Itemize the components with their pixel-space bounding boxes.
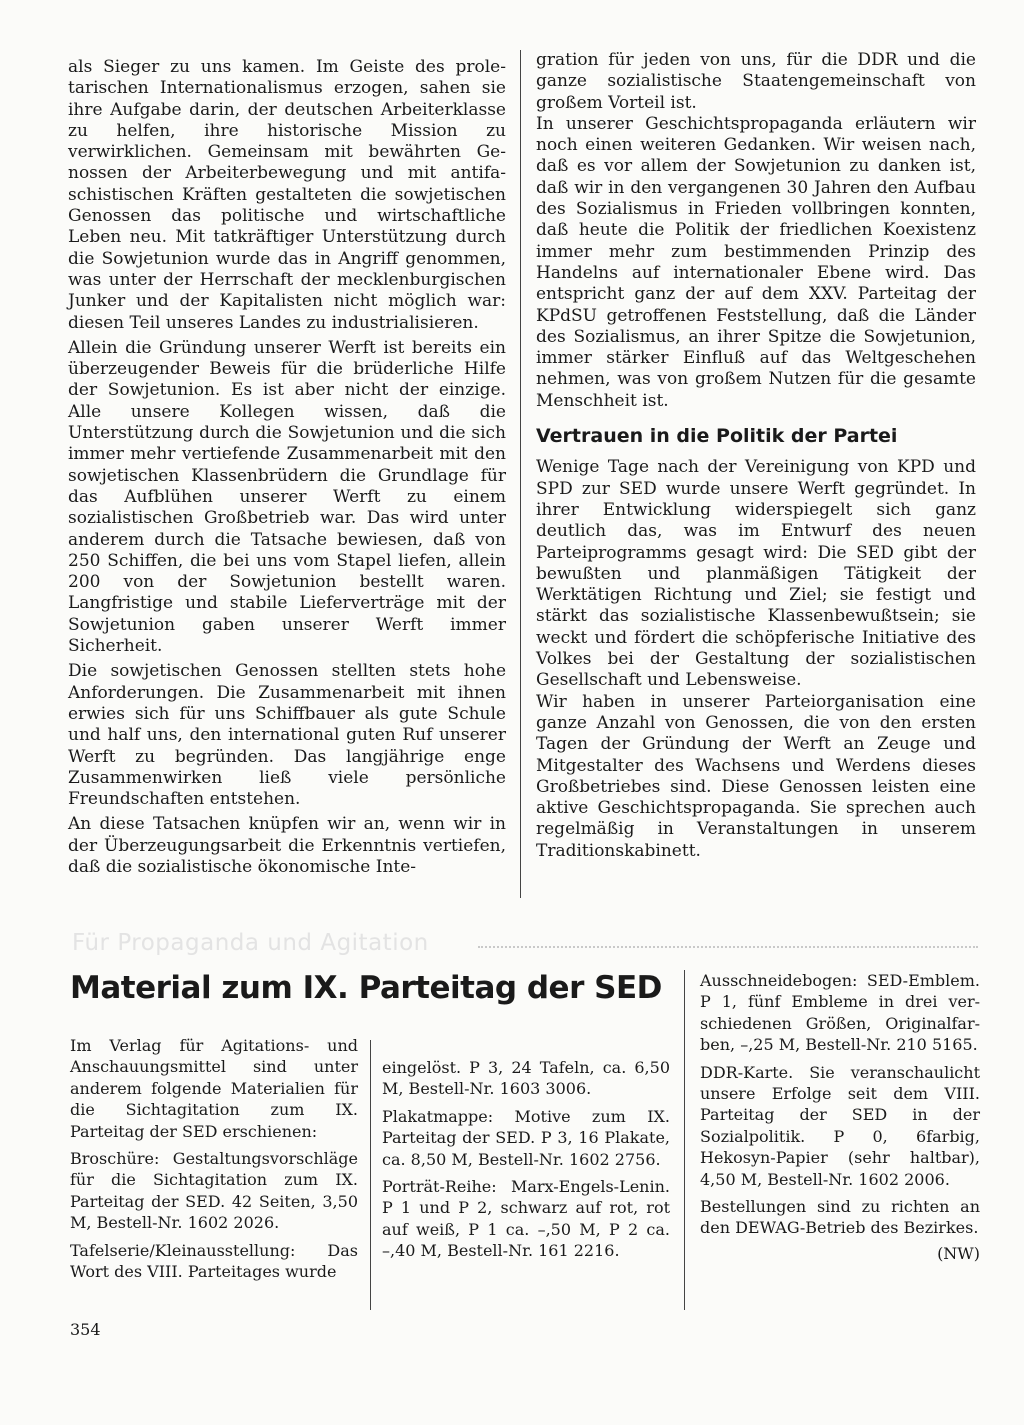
main-heading: Material zum IX. Parteitag der SED — [70, 970, 662, 1006]
article-right-column — [536, 50, 976, 862]
section-dotted-rule — [478, 946, 978, 948]
column-divider — [684, 970, 685, 1310]
paragraph: Bestellungen sind zu richten an den DEWAG-Betrieb des Bezirkes. — [700, 1197, 980, 1238]
paragraph: Ausschneidebogen: SED-Emblem. P 1, fünf Embleme in drei verschiedenen Größen, Originalfarben, –,25 M, Bestell-Nr. 210 5165. — [700, 971, 980, 1055]
paragraph: In unserer Geschichtspropaganda erläutern wir noch einen weiteren Gedanken. Wir weisen nach, daß es vor allem der Sowjetunion zu danken ist, daß wir in den vergangenen 30 Jahren den Aufbau des Sozialismus in Frieden vollbringen konnten, daß heute die Politik der friedlichen Koexistenz immer mehr zum bestimmenden Prinzip des Handelns auf internationaler Ebene wird. Das entspricht ganz der auf dem XXV. Parteitag der KPdSU getroffenen Feststellung, daß die Länder des Sozialismus, an ihrer Spitze die Sowjetunion, immer stärker Einfluß auf das Weltgeschehen nehmen, was von großem Nutzen für die gesamte Menschheit ist. — [536, 113, 976, 411]
column-divider — [520, 50, 521, 898]
paragraph: Tafelserie/Kleinausstellung: Das Wort des VIII. Parteitages wurde — [70, 1240, 358, 1282]
paragraph: Im Verlag für Agitations- und Anschauungsmittel sind unter anderem folgende Materialien für die Sichtagitation zum IX. Parteitag der SED erschienen: — [70, 1036, 358, 1141]
paragraph: Plakatmappe: Motive zum IX. Parteitag der SED. P 3, 16 Plakate, ca. 8,50 M, Bestell-Nr. 1602 2756. — [382, 1106, 670, 1169]
material-column-3 — [700, 970, 980, 1264]
paragraph: DDR-Karte. Sie veranschaulicht unsere Erfolge seit dem VIII. Parteitag der SED in der Sozialpolitik. P 0, 6farbig, Hekosyn-Papier (sehr haltbar), 4,50 M, Bestell-Nr. 1602 2006. — [700, 1062, 980, 1189]
paragraph: Die sowjetischen Genossen stellten stets hohe Anforderungen. Die Zusammenarbeit mit ihnen erwies sich für uns Schiffbauer als gute Schule und half uns, den international guten Ruf unserer Werft zu begründen. Das langjährige enge Zusammenwirken ließ viele persönliche Freundschaften entstehen. — [68, 661, 506, 810]
paragraph: An diese Tatsachen knüpfen wir an, wenn wir in der Überzeugungsarbeit die Erkenntnis vertiefen, daß die sozialistische ökonomische Inte- — [68, 814, 506, 877]
paragraph: als Sieger zu uns kamen. Im Geiste des proletarischen Internationalismus erzogen, sahen sie ihre Aufgabe darin, der deutschen Arbeiterklasse zu helfen, ihre historische Mission zu verwirklichen. Gemeinsam mit bewährten Genossen der Arbeiterbewegung und mit antifaschistischen Kräften gestalteten die sowjetischen Genossen das politische und wirtschaftliche Leben neu. Mit tatkräftiger Unterstützung durch die Sowjetunion wurde das in Angriff genommen, was unter der Herrschaft der mecklenburgischen Junker und der Kapitalisten nicht möglich war: diesen Teil unseres Landes zu industrialisieren. — [68, 57, 506, 333]
column-divider — [370, 1040, 371, 1310]
page-number: 354 — [70, 1320, 101, 1339]
paragraph: Allein die Gründung unserer Werft ist bereits ein überzeugender Beweis für die brüderliche Hilfe der Sowjetunion. Es ist aber nicht der einzige. Alle unsere Kollegen wissen, daß die Unterstützung durch die Sowjetunion und die sich immer mehr vertiefende Zusammenarbeit mit den sowjetischen Klassenbrüdern die Grundlage für das Aufblühen unserer Werft zu einem sozialistischen Großbetrieb war. Das wird unter anderem durch die Tatsache bewiesen, daß von 250 Schiffen, die bei uns vom Stapel liefen, allein 200 von der Sowjetunion bestellt waren. Langfristige und stabile Lieferverträge mit der Sowjetunion gaben unserer Werft immer Sicherheit. — [68, 337, 506, 657]
material-column-1 — [70, 1035, 358, 1282]
paragraph: Wenige Tage nach der Vereinigung von KPD und SPD zur SED wurde unsere Werft gegründet. In ihrer Entwicklung widerspiegelt sich ganz deutlich das, was im Entwurf des neuen Parteiprogramms gesagt wird: Die SED gibt der bewußten und planmäßigen Tätigkeit der Werktätigen Richtung und Ziel; sie festigt und stärkt das sozialistische Klassenbewußtsein; sie weckt und fördert die schöpferische Initiative des Volkes bei der Gestaltung der sozialistischen Gesellschaft und Lebensweise. — [536, 457, 976, 691]
article-left-column — [68, 57, 506, 878]
section-label: Für Propaganda und Agitation — [72, 930, 429, 956]
paragraph: Broschüre: Gestaltungsvorschläge für die Sichtagitation zum IX. Parteitag der SED. 42 Seiten, 3,50 M, Bestell-Nr. 1602 2026. — [70, 1149, 358, 1233]
paragraph: Wir haben in unserer Parteiorganisation eine ganze Anzahl von Genossen, die von den ersten Tagen der Gründung der Werft an Zeuge und Mitgestalter des Wachsens und Werdens dieses Großbetriebes sind. Diese Genossen leisten eine aktive Geschichtspropaganda. Sie sprechen auch regelmäßig in Veranstaltungen in unserem Traditionskabinett. — [536, 691, 976, 861]
paragraph: Porträt-Reihe: Marx-Engels-Lenin. P 1 und P 2, schwarz auf rot, rot auf weiß, P 1 ca. –,50 M, P 2 ca. –,40 M, Bestell-Nr. 161 2216. — [382, 1177, 670, 1261]
material-column-2 — [382, 1057, 670, 1262]
paragraph: eingelöst. P 3, 24 Tafeln, ca. 6,50 M, Bestell-Nr. 1603 3006. — [382, 1058, 670, 1099]
section-subheading: Vertrauen in die Politik der Partei — [536, 425, 898, 448]
author-signature: (NW) — [937, 1243, 980, 1263]
paragraph: gration für jeden von uns, für die DDR und die ganze sozialistische Staatengemeinschaft von großem Vorteil ist. — [536, 50, 976, 113]
